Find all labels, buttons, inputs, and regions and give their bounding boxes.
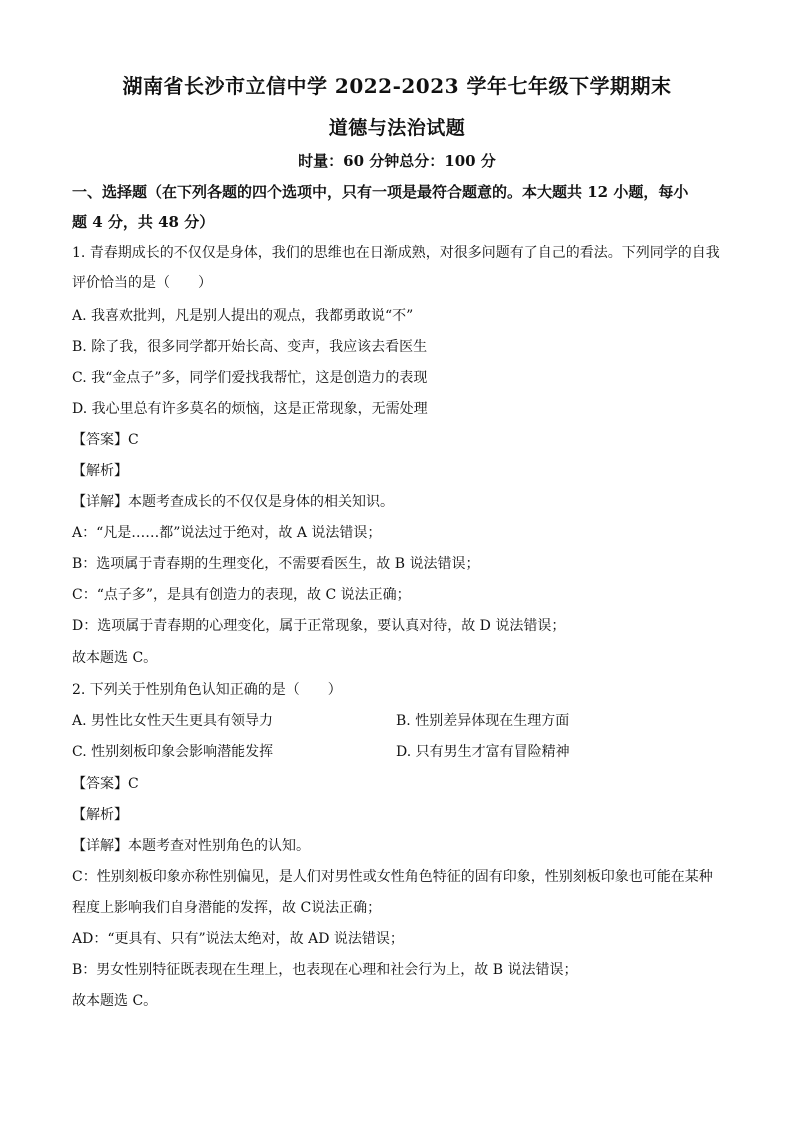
q1-analysis-label: 【解析】 [72,463,128,479]
q2-detail-4: B：男女性别特征既表现在生理上，也表现在心理和社会行为上，故 B 说法错误； [72,962,578,978]
q1-detail-0: 【详解】本题考查成长的不仅仅是身体的相关知识。 [72,494,394,510]
exam-title: 湖南省长沙市立信中学 2022-2023 学年七年级下学期期末 [122,74,672,98]
q2-detail-5: 故本题选 C。 [72,993,158,1009]
q1-option-d: D. 我心里总有许多莫名的烦恼，这是正常现象，无需处理 [72,401,428,417]
exam-time-score: 时量：60 分钟总分：100 分 [298,152,496,170]
q2-analysis-label: 【解析】 [72,807,128,823]
q1-detail-5: 故本题选 C。 [72,650,158,666]
q2-option-c: C. 性别刻板印象会影响潜能发挥 [72,744,274,760]
q1-stem-line2: 评价恰当的是（ ） [72,275,212,291]
q2-detail-0: 【详解】本题考查对性别角色的认知。 [72,838,310,854]
q1-option-c: C. 我“金点子”多，同学们爱找我帮忙，这是创造力的表现 [72,370,428,386]
q2-detail-1: C：性别刻板印象亦称性别偏见，是人们对男性或女性角色特征的固有印象，性别刻板印象也可能在某种 [72,869,713,885]
q1-detail-2: B：选项属于青春期的生理变化，不需要看医生，故 B 说法错误； [72,556,480,572]
q2-option-b: B. 性别差异体现在生理方面 [396,713,570,729]
q1-option-b: B. 除了我，很多同学都开始长高、变声，我应该去看医生 [72,339,428,355]
q2-option-a: A. 男性比女性天生更具有领导力 [72,713,274,729]
q2-stem: 2. 下列关于性别角色认知正确的是（ ） [72,682,342,698]
exam-subject: 道德与法治试题 [328,117,466,139]
q1-stem-line1: 1. 青春期成长的不仅仅是身体，我们的思维也在日渐成熟，对很多问题有了自己的看法。下列同学的自我 [72,245,720,261]
q1-detail-3: C：“点子多”，是具有创造力的表现，故 C 说法正确； [72,587,411,603]
q2-detail-2: 程度上影响我们自身潜能的发挥，故 C说法正确； [72,900,382,916]
q1-detail-4: D：选项属于青春期的心理变化，属于正常现象，要认真对待，故 D 说法错误； [72,618,566,634]
section-heading-line2: 题 4 分，共 48 分） [72,213,215,231]
q1-detail-1: A：“凡是……都”说法过于绝对，故 A 说法错误； [72,525,382,541]
q1-answer: 【答案】C [72,432,139,448]
section-heading-line1: 一、选择题（在下列各题的四个选项中，只有一项是最符合题意的。本大题共 12 小题，每小 [72,183,689,201]
q1-option-a: A. 我喜欢批判，凡是别人提出的观点，我都勇敢说“不” [72,308,414,324]
q2-answer: 【答案】C [72,776,139,792]
q2-detail-3: AD：“更具有、只有”说法太绝对，故 AD 说法错误； [72,931,404,947]
q2-option-d: D. 只有男生才富有冒险精神 [396,744,570,760]
